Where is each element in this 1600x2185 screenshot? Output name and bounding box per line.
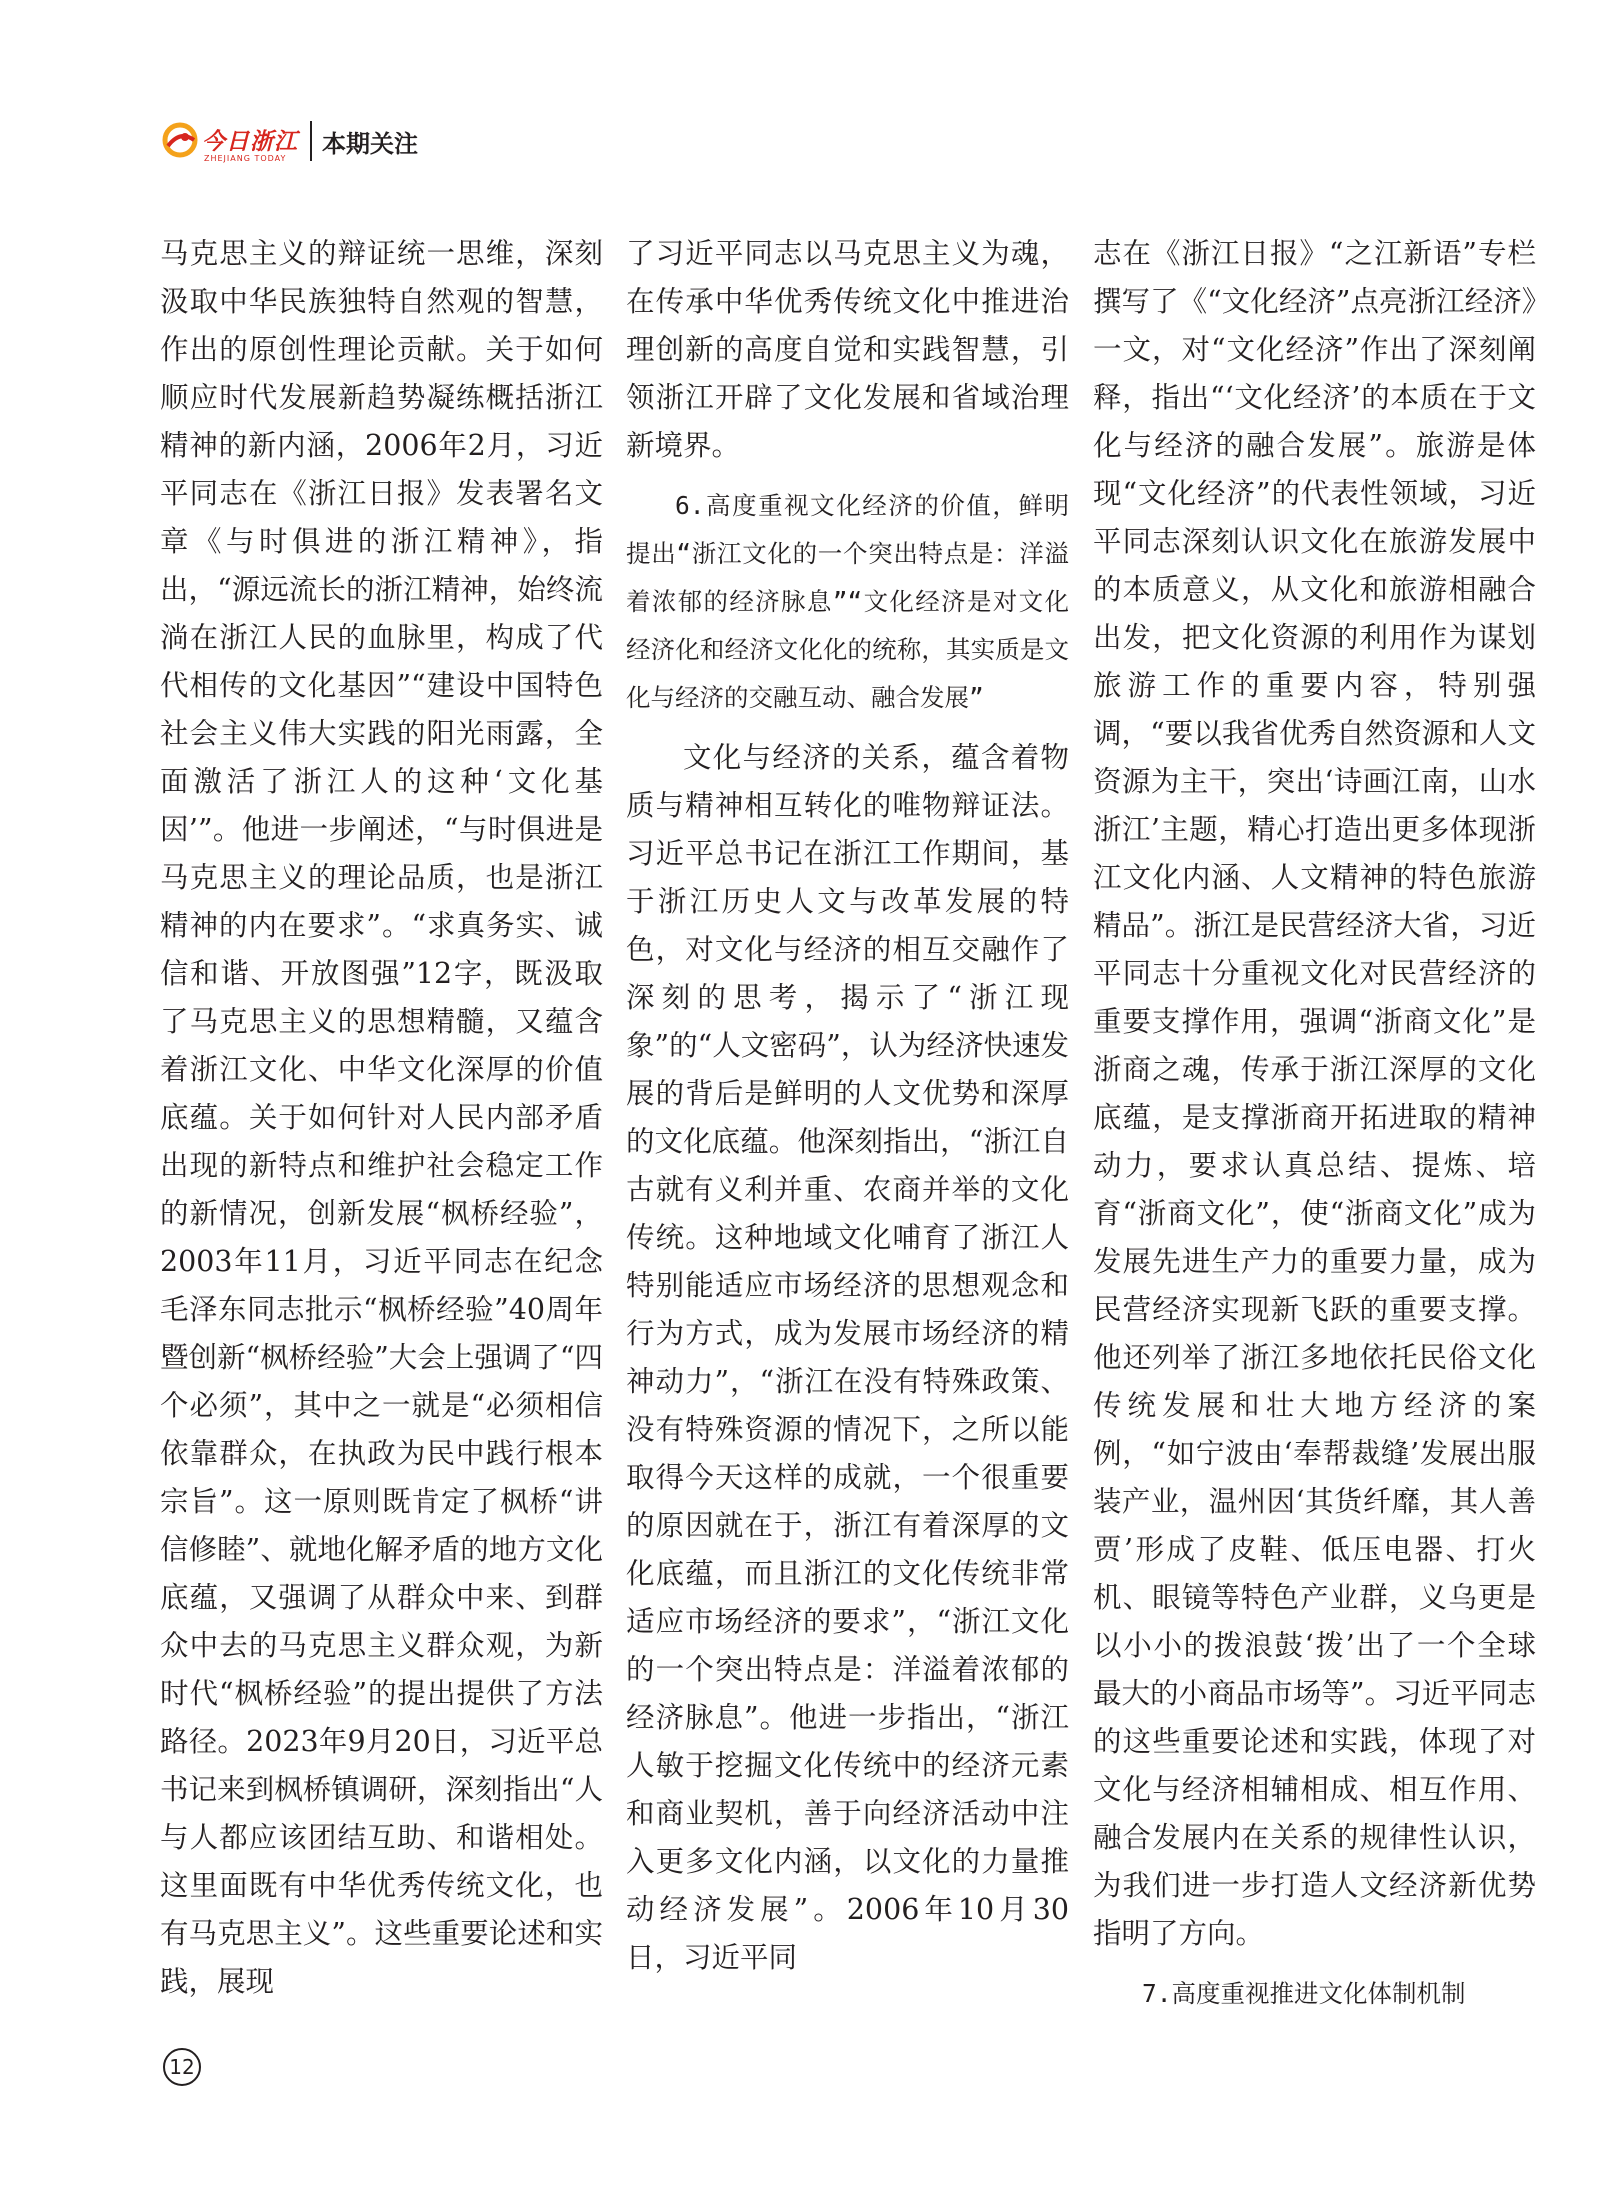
section-title: 本期关注: [322, 129, 418, 158]
body-paragraph: 马克思主义的辩证统一思维，深刻汲取中华民族独特自然观的智慧，作出的原创性理论贡献。关于如何顺应时代发展新趋势凝练概括浙江精神的新内涵，2006年2月，习近平同志在《浙江日报》发表署名文章《与时俱进的浙江精神》，指出，“源远流长的浙江精神，始终流淌在浙江人民的血脉里，构成了代代相传的文化基因”“建设中国特色社会主义伟大实践的阳光雨露，全面激活了浙江人的这种‘文化基因’”。他进一步阐述，“与时俱进是马克思主义的理论品质，也是浙江精神的内在要求”。“求真务实、诚信和谐、开放图强”12字，既汲取了马克思主义的思想精髓，又蕴含着浙江文化、中华文化深厚的价值底蕴。关于如何针对人民内部矛盾出现的新特点和维护社会稳定工作的新情况，创新发展“枫桥经验”，2003年11月，习近平同志在纪念毛泽东同志批示“枫桥经验”40周年暨创新“枫桥经验”大会上强调了“四个必须”，其中之一就是“必须相信依靠群众，在执政为民中践行根本宗旨”。这一原则既肯定了枫桥“讲信修睦”、就地化解矛盾的地方文化底蕴，又强调了从群众中来、到群众中去的马克思主义群众观，为新时代“枫桥经验”的提出提供了方法路径。2023年9月20日，习近平总书记来到枫桥镇调研，深刻指出“人与人都应该团结互助、和谐相处。这里面既有中华优秀传统文化，也有马克思主义”。这些重要论述和实践，展现: [160, 237, 603, 1998]
body-paragraph: 志在《浙江日报》“之江新语”专栏撰写了《“文化经济”点亮浙江经济》一文，对“文化经济”作出了深刻阐释，指出“‘文化经济’的本质在于文化与经济的融合发展”。旅游是体现“文化经济”的代表性领域，习近平同志深刻认识文化在旅游发展中的本质意义，从文化和旅游相融合出发，把文化资源的利用作为谋划旅游工作的重要内容，特别强调，“要以我省优秀自然资源和人文资源为主干，突出‘诗画江南，山水浙江’主题，精心打造出更多体现浙江文化内涵、人文精神的特色旅游精品”。浙江是民营经济大省，习近平同志十分重视文化对民营经济的重要支撑作用，强调“浙商文化”是浙商之魂，传承于浙江深厚的文化底蕴，是支撑浙商开拓进取的精神动力，要求认真总结、提炼、培育“浙商文化”，使“浙商文化”成为发展先进生产力的重要力量，成为民营经济实现新飞跃的重要支撑。他还列举了浙江多地依托民俗文化传统发展和壮大地方经济的案例，“如宁波由‘奉帮裁缝’发展出服装产业，温州因‘其货纤靡，其人善贾’形成了皮鞋、低压电器、打火机、眼镜等特色产业群，义乌更是以小小的拨浪鼓‘拨’出了一个全球最大的小商品市场等”。习近平同志的这些重要论述和实践，体现了对文化与经济相辅相成、相互作用、融合发展内在关系的规律性认识，为我们进一步打造人文经济新优势指明了方向。: [1093, 237, 1536, 1950]
page-number: 12: [163, 2048, 201, 2086]
zhejiang-today-logo-icon: [160, 120, 200, 160]
logo: [160, 120, 298, 163]
page-header: [160, 112, 418, 170]
text-column-1: [160, 230, 603, 2006]
section-heading-6: 6.高度重视文化经济的价值，鲜明提出“浙江文化的一个突出特点是：洋溢着浓郁的经济脉息”“文化经济是对文化经济化和经济文化化的统称，其实质是文化与经济的交融互动、融合发展”: [626, 491, 1069, 712]
text-column-2: [626, 230, 1069, 1982]
body-paragraph: 文化与经济的关系，蕴含着物质与精神相互转化的唯物辩证法。习近平总书记在浙江工作期间，基于浙江历史人文与改革发展的特色，对文化与经济的相互交融作了深刻的思考，揭示了“浙江现象”的“人文密码”，认为经济快速发展的背后是鲜明的人文优势和深厚的文化底蕴。他深刻指出，“浙江自古就有义利并重、农商并举的文化传统。这种地域文化哺育了浙江人特别能适应市场经济的思想观念和行为方式，成为发展市场经济的精神动力”，“浙江在没有特殊政策、没有特殊资源的情况下，之所以能取得今天这样的成就，一个很重要的原因就在于，浙江有着深厚的文化底蕴，而且浙江的文化传统非常适应市场经济的要求”，“浙江文化的一个突出特点是：洋溢着浓郁的经济脉息”。他进一步指出，“浙江人敏于挖掘文化传统中的经济元素和商业契机，善于向经济活动中注入更多文化内涵，以文化的力量推动经济发展”。2006年10月30日，习近平同: [626, 741, 1069, 1974]
body-paragraph: 了习近平同志以马克思主义为魂，在传承中华优秀传统文化中推进治理创新的高度自觉和实践智慧，引领浙江开辟了文化发展和省域治理新境界。: [626, 237, 1069, 462]
section-heading-7: 7.高度重视推进文化体制机制: [1142, 1979, 1466, 2008]
header-divider: [310, 121, 312, 161]
logo-text: 今日浙江: [202, 128, 298, 155]
logo-subtitle: ZHEJIANG TODAY: [204, 153, 287, 163]
text-column-3: [1093, 230, 1536, 2018]
